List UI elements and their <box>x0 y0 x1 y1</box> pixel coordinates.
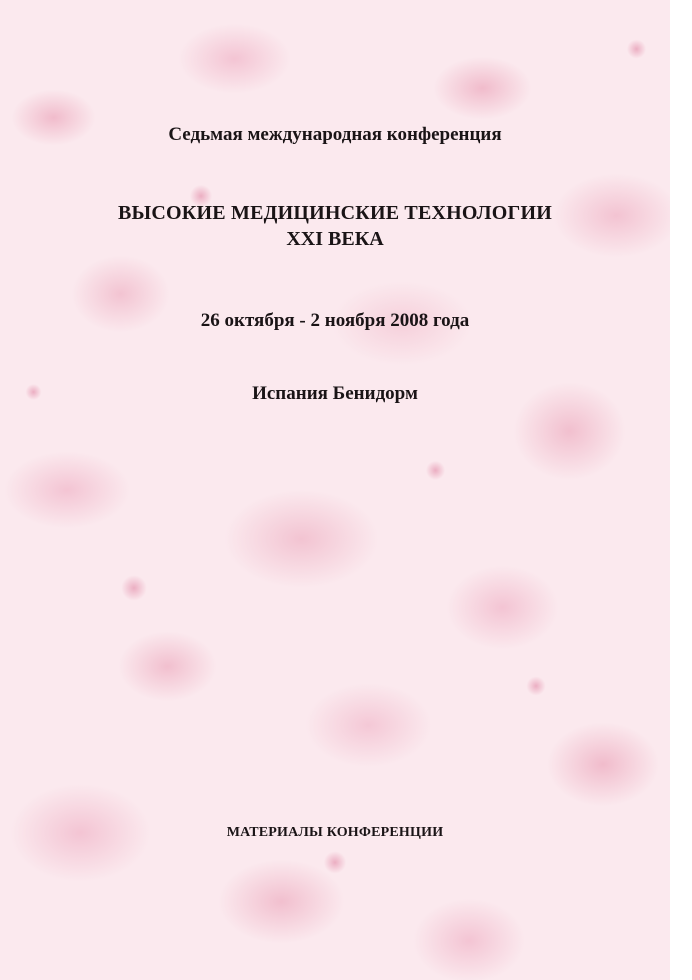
title-line-1: ВЫСОКИЕ МЕДИЦИНСКИЕ ТЕХНОЛОГИИ <box>118 202 552 224</box>
title-line-2: XXI ВЕКА <box>286 228 384 250</box>
conference-location: Испания Бенидорм <box>252 383 418 404</box>
edition-line: Седьмая международная конференция <box>168 124 502 145</box>
materials-label: МАТЕРИАЛЫ КОНФЕРЕНЦИИ <box>226 825 444 840</box>
conference-dates: 26 октября - 2 ноября 2008 года <box>200 310 470 331</box>
